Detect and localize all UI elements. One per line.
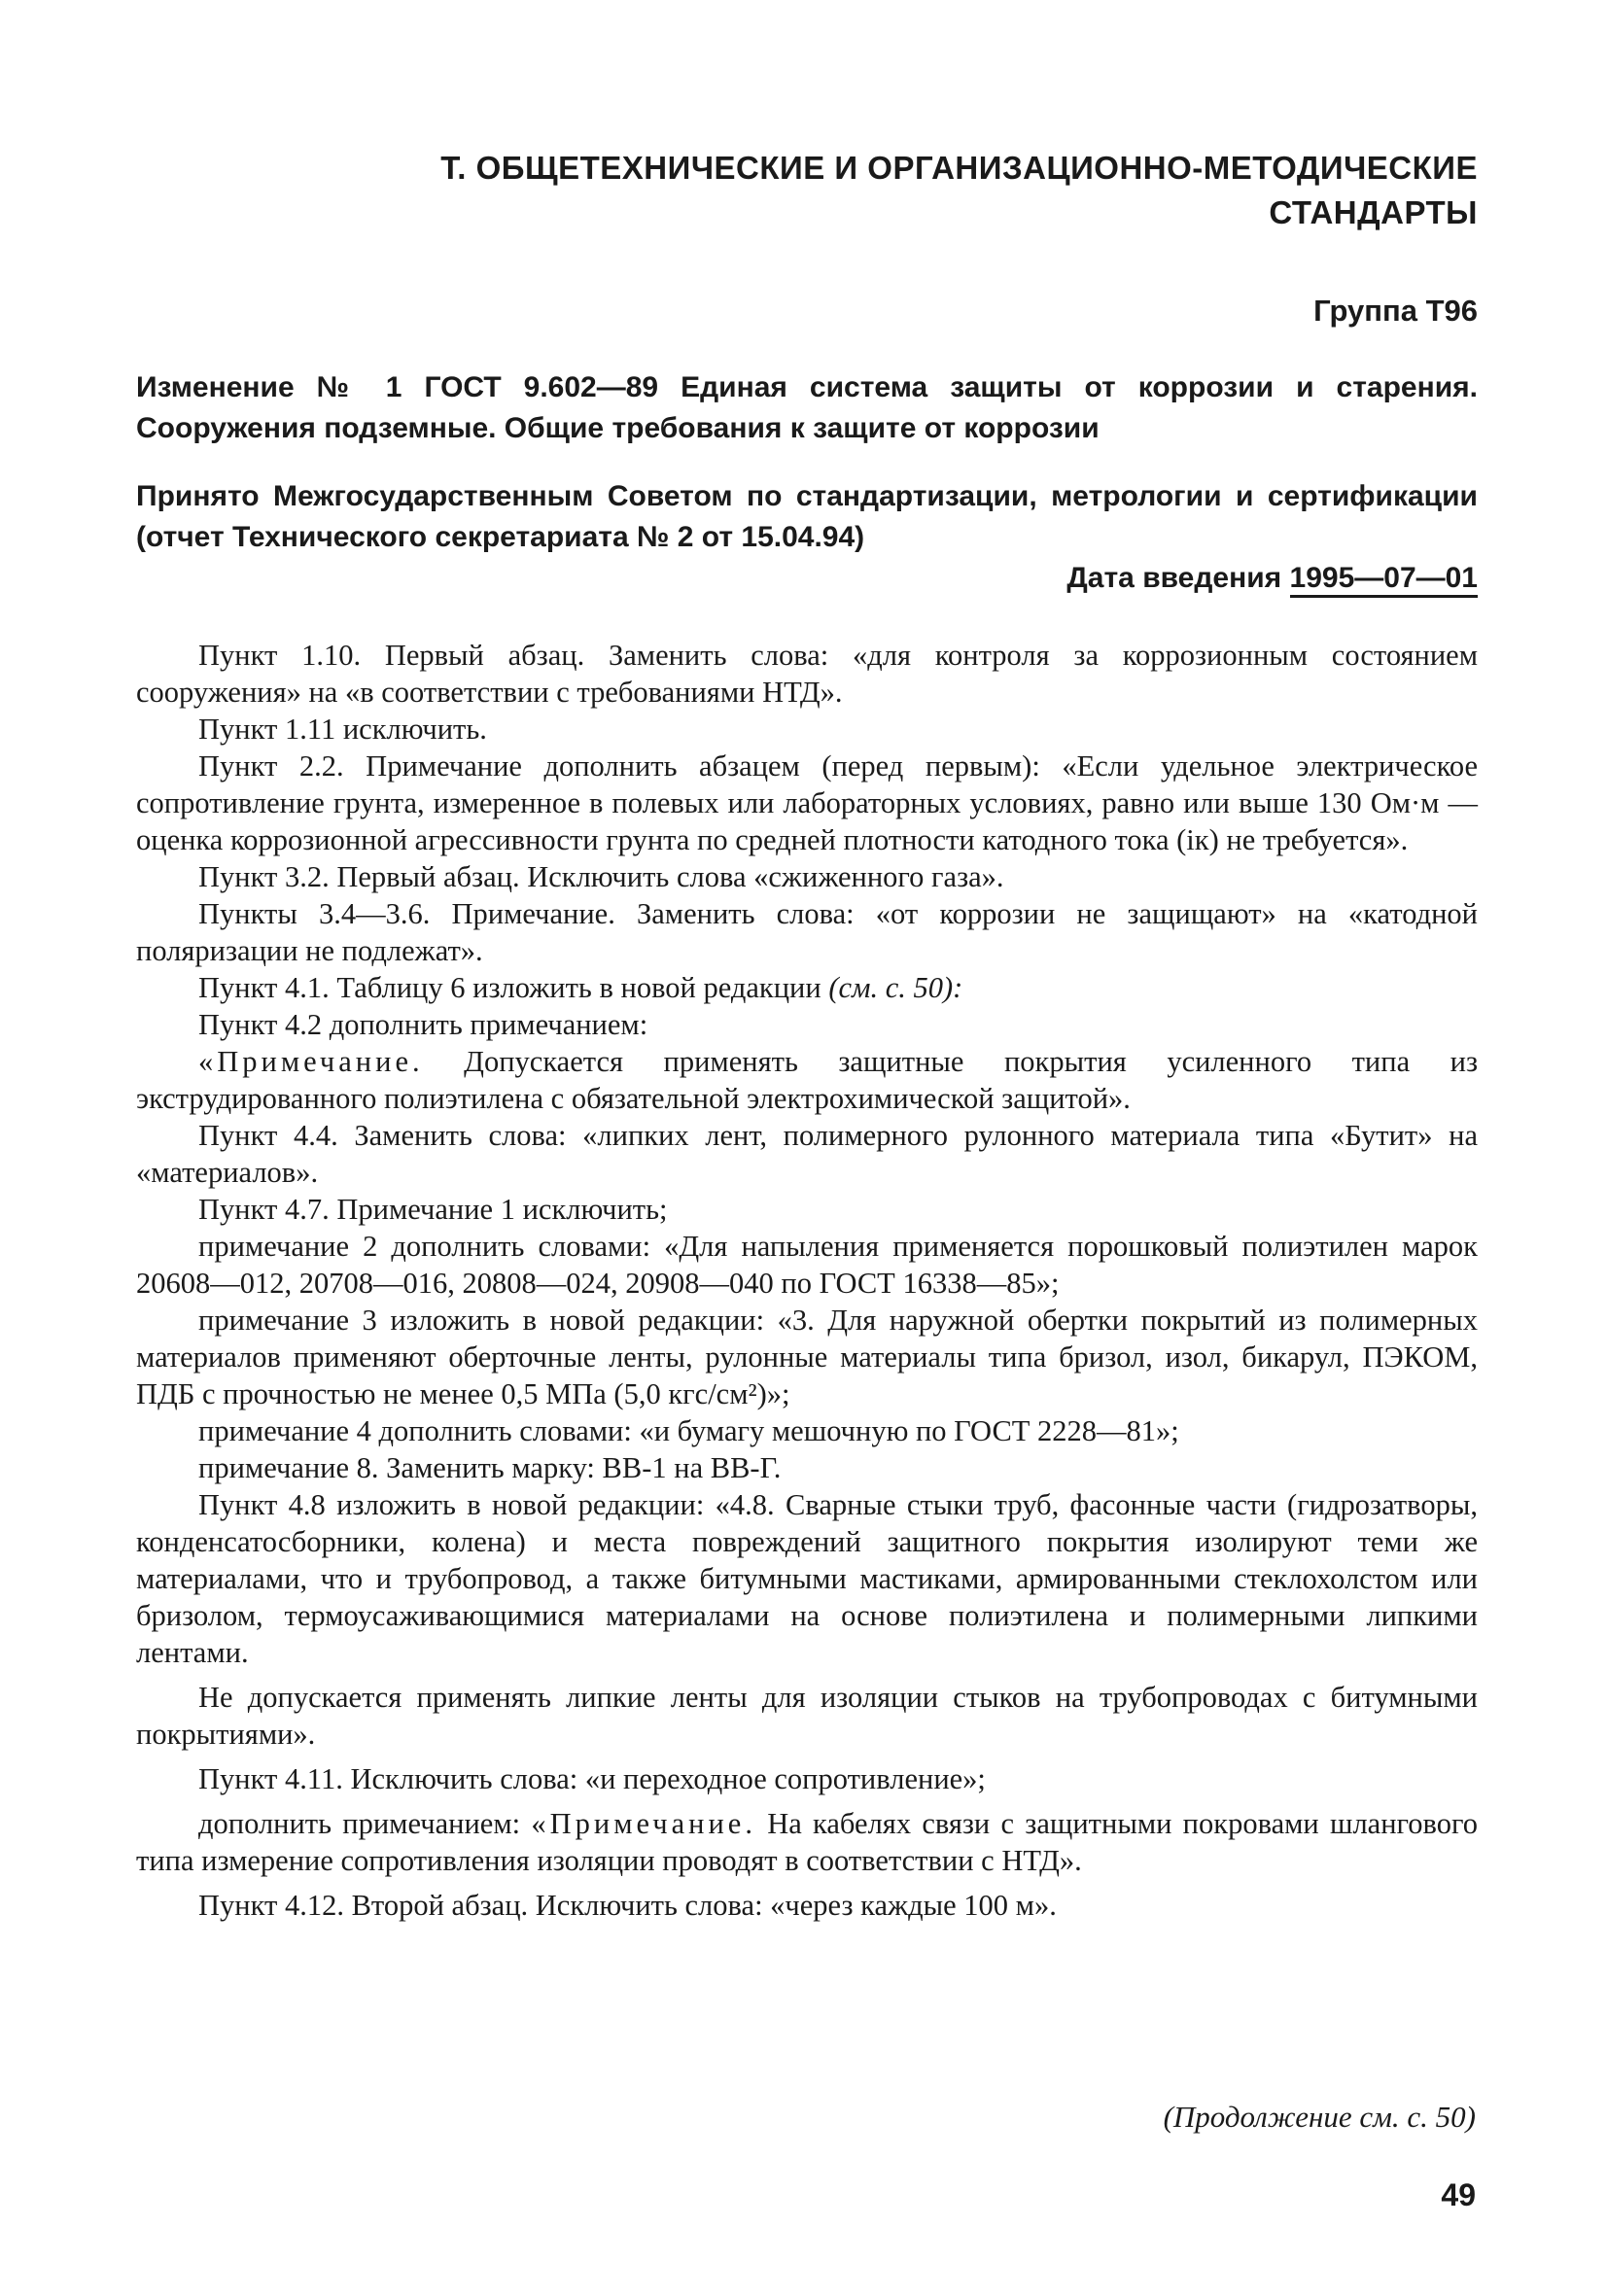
note-text: Допускается применять защитные покрытия усиленного типа из экструдированного полиэтилена с обязательной электрохимической защитой». <box>136 1045 1479 1115</box>
continuation-note: (Продолжение см. с. 50) <box>1163 2100 1476 2134</box>
paragraph: примечание 8. Заменить марку: ВВ-1 на ВВ-Г. <box>198 1451 782 1484</box>
paragraph <box>136 1043 1478 1117</box>
paragraph: Пункты 3.4—3.6. Примечание. Заменить слова: «от коррозии не защищают» на «катодной поляризации не подлежат». <box>136 897 1478 967</box>
document-header <box>136 146 1478 599</box>
section-title-line-2: СТАНДАРТЫ <box>1269 194 1478 230</box>
section-title <box>136 146 1478 235</box>
group-code: Группа Т96 <box>1313 294 1478 328</box>
paragraph: Пункт 4.2 дополнить примечанием: <box>198 1008 648 1041</box>
note-label: «Примечание. <box>531 1807 756 1840</box>
paragraph: Пункт 4.12. Второй абзац. Исключить слова: «через каждые 100 м». <box>198 1889 1057 1922</box>
paragraph: Пункт 1.10. Первый абзац. Заменить слова: «для контроля за коррозионным состоянием сооружения» на «в соответствии с требованиями НТД». <box>136 639 1478 709</box>
paragraph-text: Пункт 4.1. Таблицу 6 изложить в новой редакции <box>198 971 821 1004</box>
effective-date-label: Дата введения <box>1066 562 1282 594</box>
section-title-line-1: Т. ОБЩЕТЕХНИЧЕСКИЕ И ОРГАНИЗАЦИОННО-МЕТОДИЧЕСКИЕ <box>440 150 1478 186</box>
paragraph: Пункт 1.11 исключить. <box>198 713 487 746</box>
document-body <box>136 637 1478 1924</box>
page-reference: (см. с. 50): <box>828 971 963 1004</box>
paragraph: Пункт 3.2. Первый абзац. Исключить слова «сжиженного газа». <box>198 860 1004 893</box>
paragraph: Не допускается применять липкие ленты для изоляции стыков на трубопроводах с битумными покрытиями». <box>136 1681 1478 1751</box>
note-text: На кабелях связи с защитными покровами шлангового типа измерение сопротивления изоляции проводят в соответствии с НТД». <box>136 1807 1478 1877</box>
page-number: 49 <box>1441 2177 1476 2212</box>
paragraph <box>136 969 1478 1006</box>
paragraph: примечание 3 изложить в новой редакции: «3. Для наружной обертки покрытий из полимерных материалов применяют оберточные ленты, рулонные материалы типа бризол, изол, бикарул, ПЭКОМ, ПДБ с прочностью не менее 0,5 МПа (5,0 кгс/см²)»; <box>136 1304 1478 1410</box>
adoption-note: Принято Межгосударственным Советом по стандартизации, метрологии и сертификации (отчет Технического секретариата № 2 от 15.04.94) <box>136 480 1478 553</box>
amendment-title: Изменение № 1 ГОСТ 9.602—89 Единая система защиты от коррозии и старения. Сооружения подземные. Общие требования к защите от коррозии <box>136 371 1478 444</box>
paragraph: примечание 2 дополнить словами: «Для напыления применяется порошковый полиэтилен марок 20608—012, 20708—016, 20808—024, 20908—040 по ГОСТ 16338—85»; <box>136 1230 1478 1300</box>
effective-date <box>136 558 1478 599</box>
effective-date-value: 1995—07—01 <box>1290 562 1478 598</box>
paragraph: Пункт 2.2. Примечание дополнить абзацем (перед первым): «Если удельное электрическое сопротивление грунта, измеренное в полевых или лабораторных условиях, равно или выше 130 Ом·м — оценка коррозионной агрессивности грунта по средней плотности катодного тока (iк) не требуется». <box>136 749 1478 856</box>
note-label: «Примечание. <box>198 1045 424 1078</box>
paragraph: Пункт 4.8 изложить в новой редакции: «4.8. Сварные стыки труб, фасонные части (гидрозатворы, конденсатосборники, колена) и места повреждений защитного покрытия изолируют теми же материалами, что и трубопровод, а также битумными мастиками, армированными стеклохолстом или бризолом, термоусаживающимися материалами на основе полиэтилена и полимерными липкими лентами. <box>136 1488 1478 1669</box>
paragraph <box>136 1805 1478 1879</box>
paragraph-text: дополнить примечанием: <box>198 1807 521 1840</box>
paragraph: примечание 4 дополнить словами: «и бумагу мешочную по ГОСТ 2228—81»; <box>198 1414 1179 1447</box>
paragraph: Пункт 4.4. Заменить слова: «липких лент, полимерного рулонного материала типа «Бутит» на «материалов». <box>136 1119 1478 1189</box>
paragraph: Пункт 4.11. Исключить слова: «и переходное сопротивление»; <box>198 1762 986 1795</box>
paragraph: Пункт 4.7. Примечание 1 исключить; <box>198 1193 668 1226</box>
